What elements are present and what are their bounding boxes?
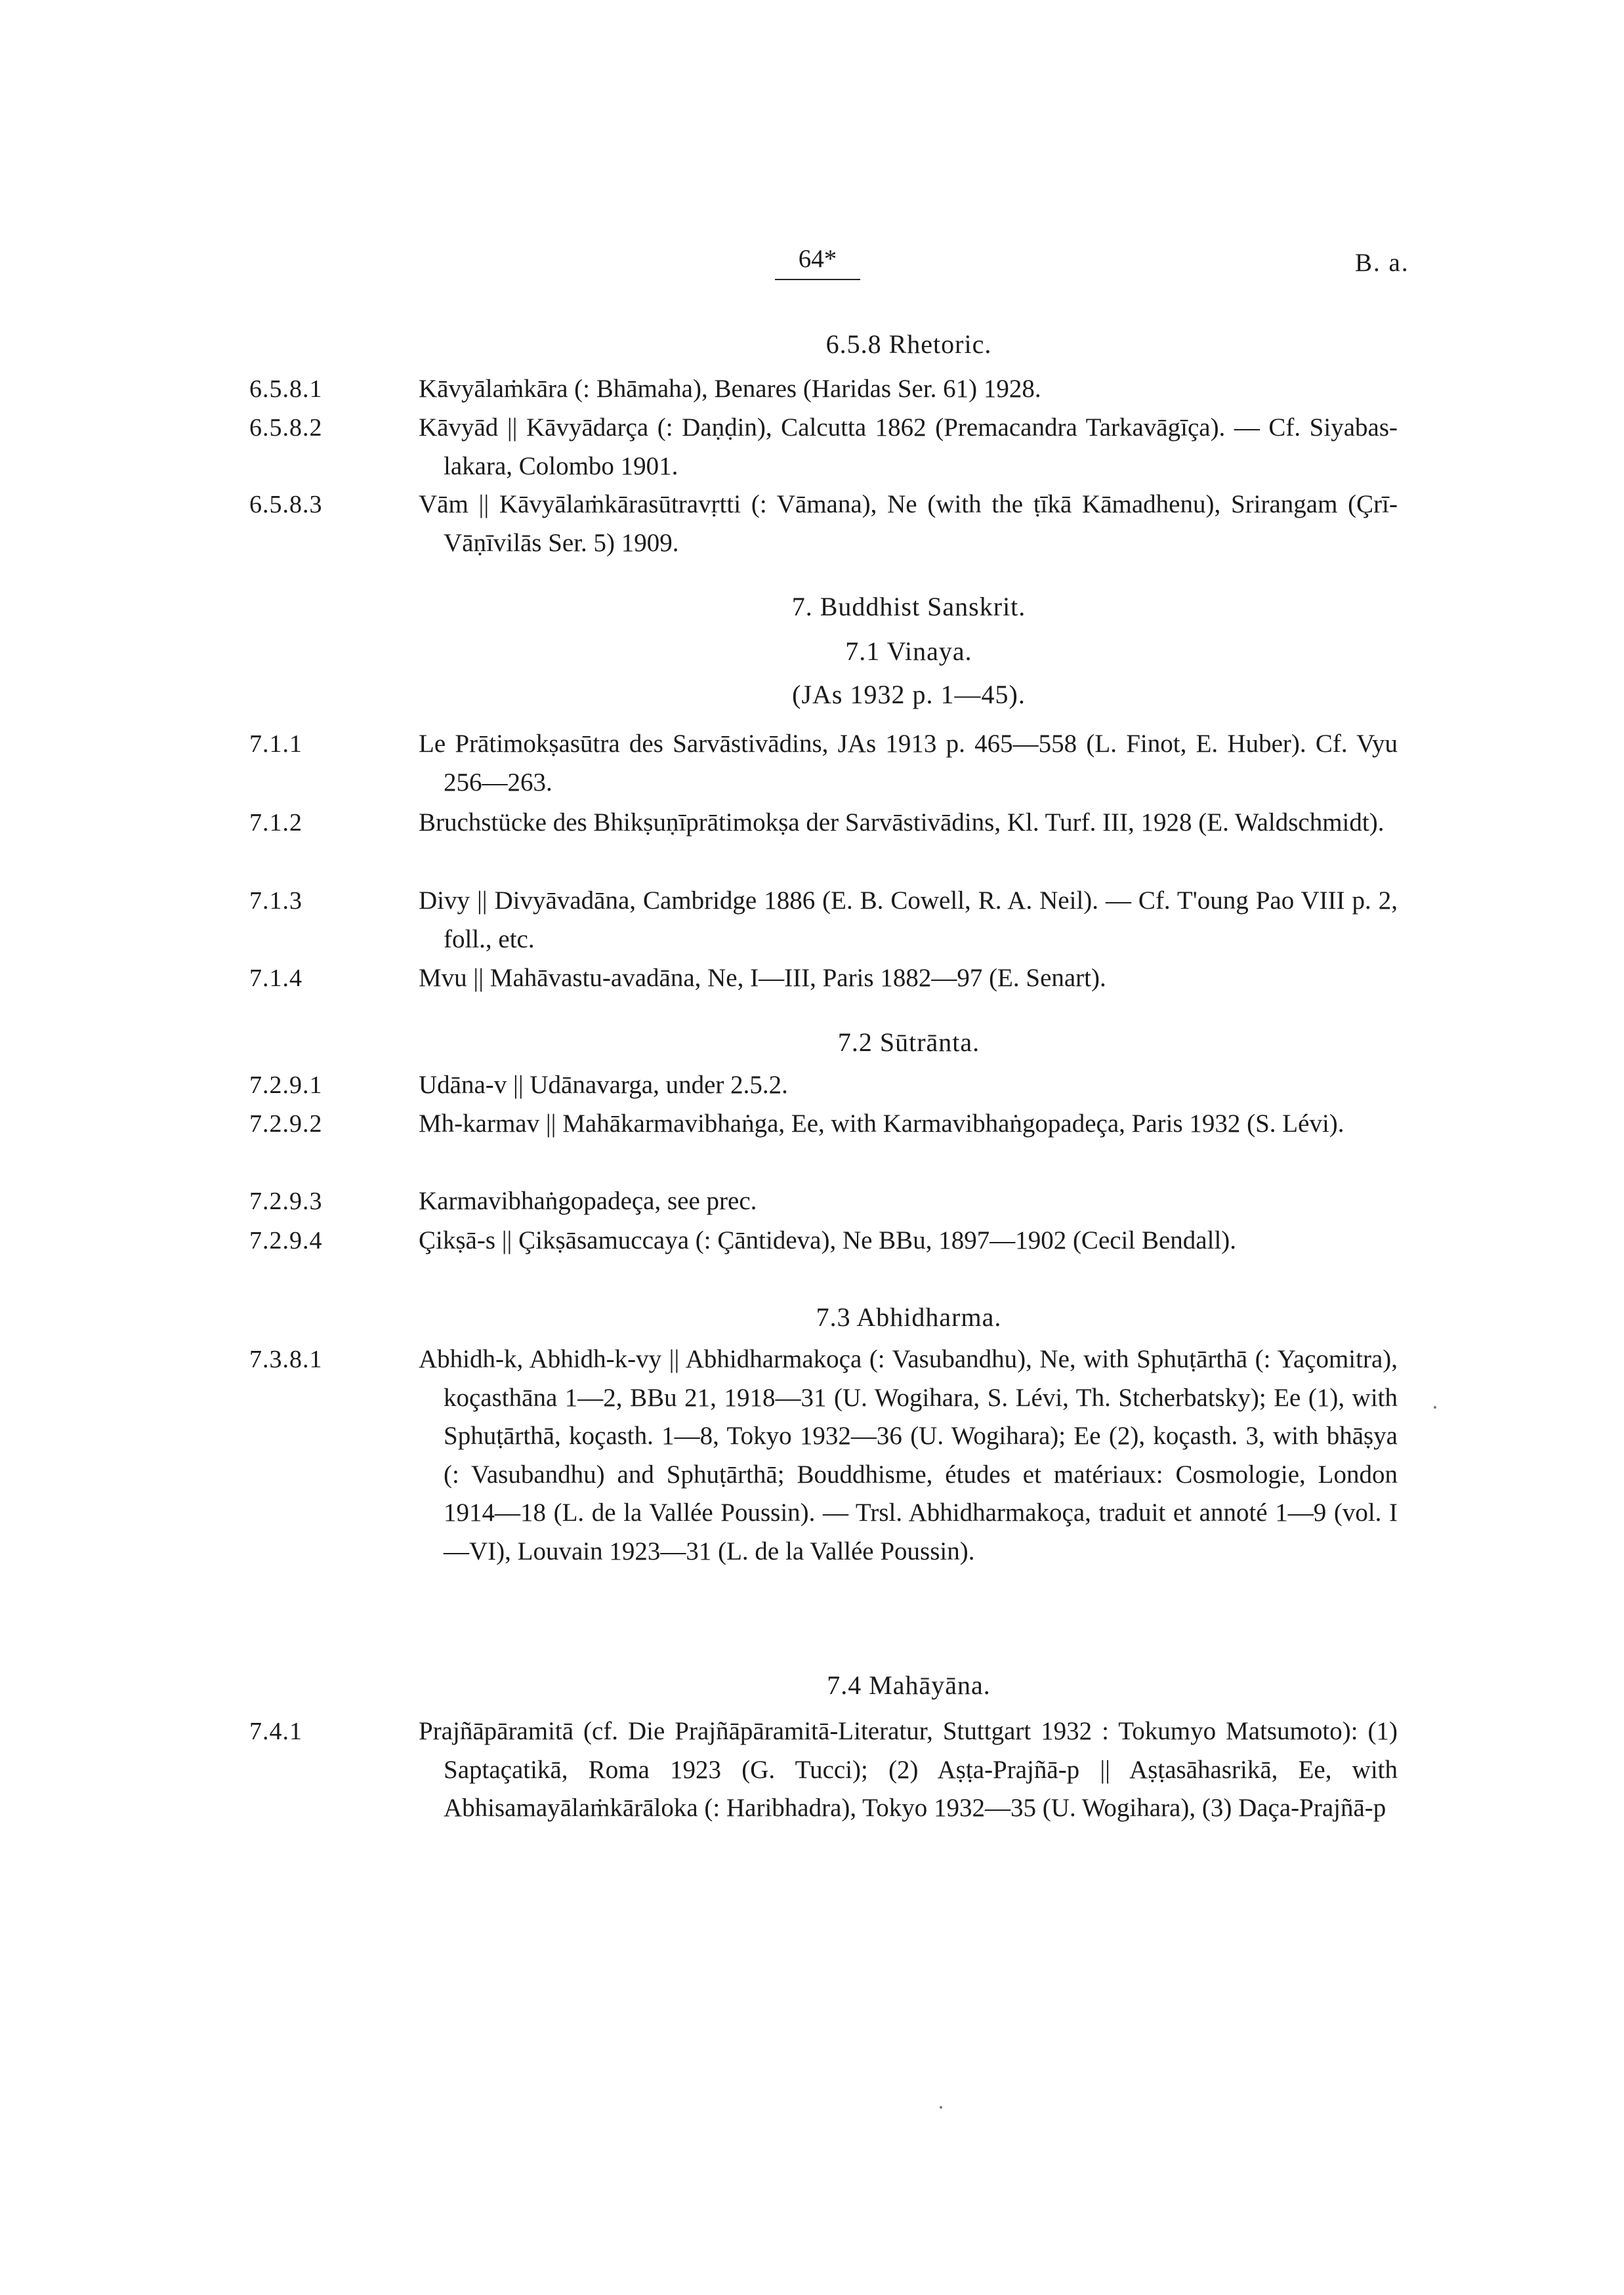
entry-number: 6.5.8.1	[249, 375, 323, 403]
entry-text: Bruchstücke des Bhikṣuṇīprātimokṣa der Sarvāstivādins, Kl. Turf. III, 1928 (E. Waldschmidt).	[419, 808, 1385, 837]
entry-text: Mvu || Mahāvastu-avadāna, Ne, I—III, Paris 1882—97 (E. Senart).	[419, 964, 1106, 992]
entry-number: 7.2.9.3	[249, 1188, 323, 1215]
entry-number: 7.1.2	[249, 809, 302, 837]
entry-number: 7.2.9.2	[249, 1110, 323, 1138]
entry-text: Abhidh-k, Abhidh-k-vy || Abhidharmakoça (: Vasubandhu), Ne, with Sphuṭārthā (: Yaçomitra), koçasthāna 1—2, BBu 21, 1918—31 (U. Wogihara, S. Lévi, Th. Stcherbatsky); Ee (1), with Sphuṭārthā, koçasth. 1—8, Tokyo 1932—36 (U. Wogihara); Ee (2), koçasth. 3, with bhāṣya (: Vasubandhu) and Sphuṭārthā; Bouddhisme, études et matériaux: Cosmologie, London 1914—18 (L. de la Vallée Poussin). — Trsl. Abhidharmakoça, traduit et annoté 1—9 (vol. I—VI), Louvain 1923—31 (L. de la Vallée Poussin).	[419, 1345, 1398, 1565]
heading-rhetoric: 6.5.8 Rhetoric.	[825, 329, 992, 359]
entry-number: 7.1.1	[249, 730, 302, 758]
heading-mahayana: 7.4 Mahāyāna.	[827, 1670, 991, 1700]
heading-buddhist-sanskrit: 7. Buddhist Sanskrit.	[791, 592, 1026, 621]
heading-vinaya-reference: (JAs 1932 p. 1—45).	[792, 680, 1026, 709]
entry-text: Le Prātimokṣasūtra des Sarvāstivādins, JAs 1913 p. 465—558 (L. Finot, E. Huber). Cf. Vyu 256—263.	[419, 730, 1398, 796]
entry-number: 6.5.8.3	[249, 491, 323, 518]
entry-text: Vām || Kāvyālaṁkārasūtravṛtti (: Vāmana), Ne (with the ṭīkā Kāmadhenu), Srirangam (Çrī-Vāṇīvilās Ser. 5) 1909.	[419, 490, 1398, 557]
entry-text: Karmavibhaṅgopadeça, see prec.	[419, 1187, 757, 1215]
entry-text: Kāvyād || Kāvyādarça (: Daṇḍin), Calcutta 1862 (Premacandra Tarkavāgīça). — Cf. Siyabas-lakara, Colombo 1901.	[419, 413, 1398, 480]
entry-number: 7.1.4	[249, 964, 302, 992]
heading-vinaya: 7.1 Vinaya.	[845, 636, 972, 666]
entry-text: Divy || Divyāvadāna, Cambridge 1886 (E. B. Cowell, R. A. Neil). — Cf. T'oung Pao VIII p. 2, foll., etc.	[419, 886, 1398, 953]
heading-abhidharma: 7.3 Abhidharma.	[816, 1302, 1002, 1332]
entry-number: 7.1.3	[249, 887, 302, 915]
running-head-section: B. a.	[1355, 249, 1409, 277]
entry-number: 7.2.9.4	[249, 1227, 323, 1254]
entry-number: 7.2.9.1	[249, 1071, 323, 1099]
entry-number: 7.4.1	[249, 1718, 302, 1745]
scan-speck	[940, 2106, 942, 2109]
entry-text: Kāvyālaṁkāra (: Bhāmaha), Benares (Haridas Ser. 61) 1928.	[419, 375, 1041, 403]
heading-sutranta: 7.2 Sūtrānta.	[837, 1027, 980, 1057]
scan-speck	[1434, 1406, 1436, 1409]
entry-text: Udāna-v || Udānavarga, under 2.5.2.	[419, 1071, 788, 1099]
entry-text: Çikṣā-s || Çikṣāsamuccaya (: Çāntideva), Ne BBu, 1897—1902 (Cecil Bendall).	[419, 1226, 1237, 1254]
entry-text: Prajñāpāramitā (cf. Die Prajñāpāramitā-Literatur, Stuttgart 1932 : Tokumyo Matsumoto): (1) Saptaçatikā, Roma 1923 (G. Tucci); (2) Aṣṭa-Prajñā-p || Aṣṭasāhasrikā, Ee, with Abhisamayālaṁkārāloka (: Haribhadra), Tokyo 1932—35 (U. Wogihara), (3) Daça-Prajñā-p	[419, 1717, 1398, 1822]
entry-text: Mh-karmav || Mahākarmavibhaṅga, Ee, with Karmavibhaṅgopadeça, Paris 1932 (S. Lévi).	[419, 1109, 1344, 1138]
entry-number: 6.5.8.2	[249, 414, 323, 442]
page-number: 64*	[775, 243, 860, 280]
entry-number: 7.3.8.1	[249, 1346, 323, 1373]
